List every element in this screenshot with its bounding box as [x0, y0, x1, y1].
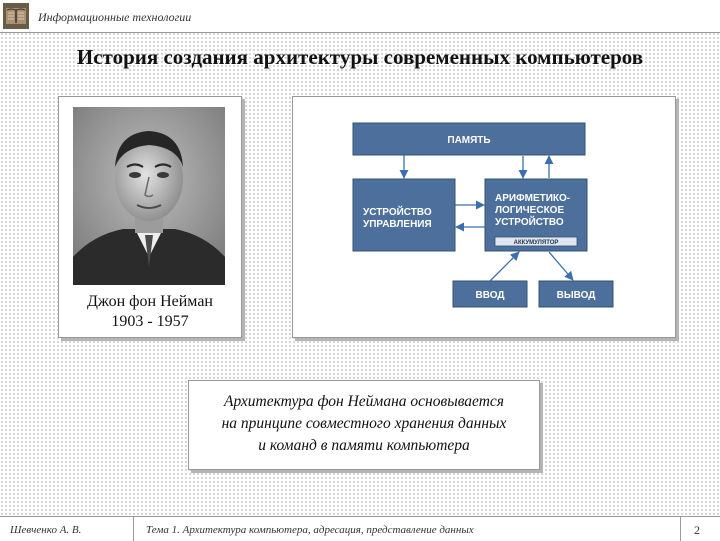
- alu-label-2: ЛОГИЧЕСКОЕ: [495, 205, 565, 216]
- accumulator-label: АККУМУЛЯТОР: [513, 240, 559, 246]
- footer-divider: [133, 517, 134, 541]
- portrait-card: [58, 96, 242, 338]
- page-number: 2: [694, 523, 700, 537]
- architecture-diagram: [293, 97, 675, 337]
- portrait-photo: [73, 107, 225, 285]
- alu-label-3: УСТРОЙСТВО: [495, 217, 564, 228]
- von-neumann-diagram: [292, 96, 676, 338]
- footer-author: Шевченко А. В.: [10, 524, 82, 536]
- caption-line-2: на принципе совместного хранения данных: [221, 415, 507, 432]
- caption-box: [188, 380, 540, 470]
- person-name: Джон фон Нейман: [87, 293, 213, 310]
- footer-divider: [680, 517, 681, 541]
- input-label: ВВОД: [475, 290, 505, 301]
- alu-label-1: АРИФМЕТИКО-: [495, 193, 571, 204]
- header-bar: [0, 0, 720, 33]
- book-logo-icon: [2, 2, 30, 30]
- arrow-input-to-alu: [490, 252, 519, 281]
- control-unit-label-1: УСТРОЙСТВО: [363, 207, 432, 218]
- arrow-alu-to-output: [549, 252, 573, 280]
- footer-topic: Тема 1. Архитектура компьютера, адресация, представление данных: [146, 524, 474, 536]
- person-years: 1903 - 1957: [111, 313, 189, 330]
- memory-label: ПАМЯТЬ: [447, 135, 491, 146]
- caption-line-1: Архитектура фон Неймана основывается: [223, 393, 505, 410]
- output-label: ВЫВОД: [556, 290, 596, 301]
- control-unit-label-2: УПРАВЛЕНИЯ: [363, 219, 432, 230]
- footer-bar: [0, 516, 720, 541]
- slide-title: История создания архитектуры современных компьютеров: [76, 45, 644, 69]
- header-title: Информационные технологии: [38, 10, 192, 24]
- caption-line-3: и команд в памяти компьютера: [258, 437, 470, 454]
